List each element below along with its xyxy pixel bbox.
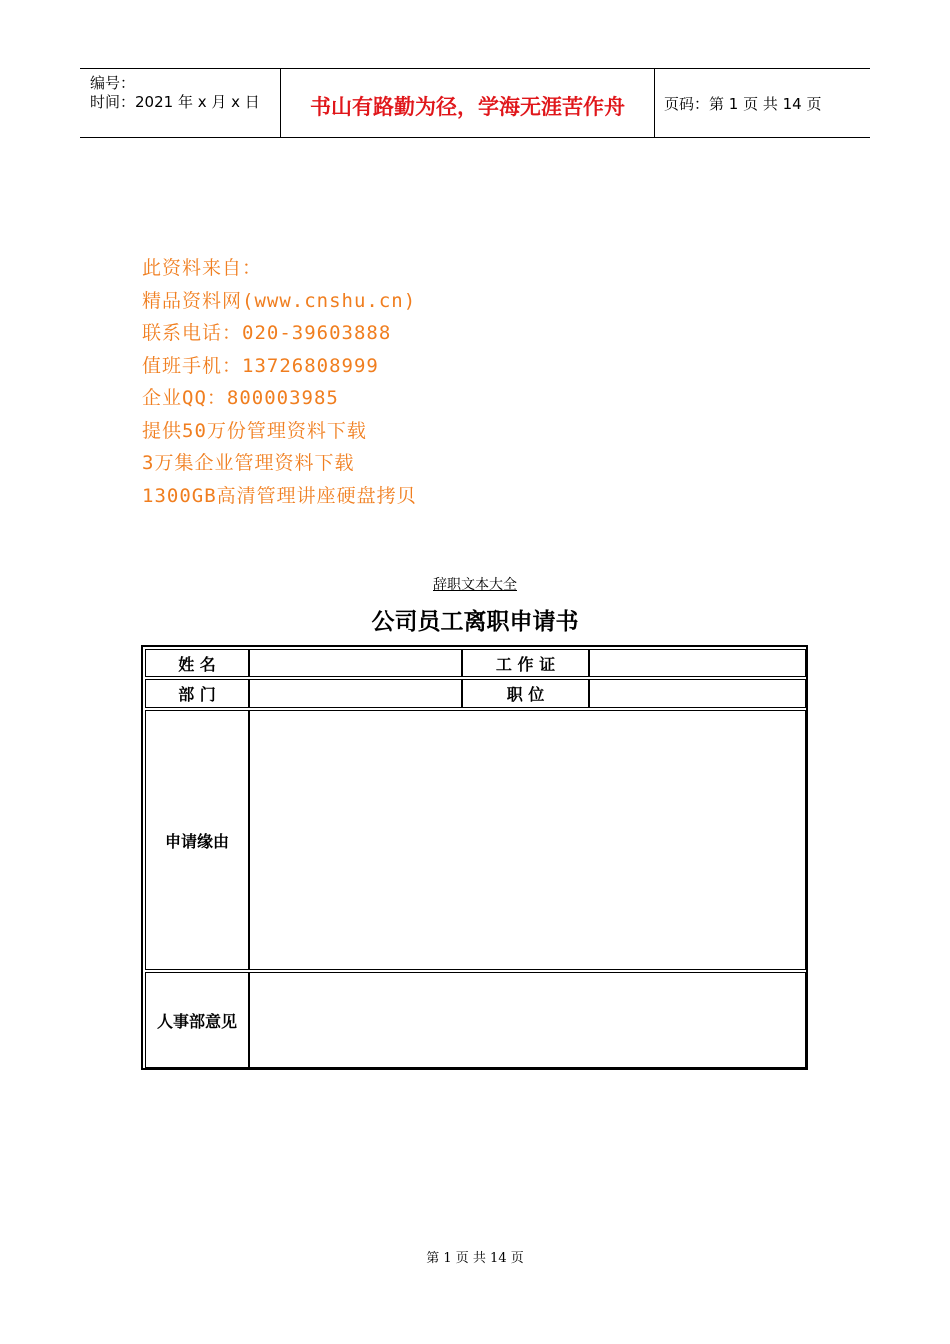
hr-opinion-field[interactable] xyxy=(249,972,806,1068)
promo-line: 提供50万份管理资料下载 xyxy=(142,419,367,442)
badge-field[interactable] xyxy=(589,649,806,677)
promo-line: 此资料来自： xyxy=(142,257,263,279)
promo-line: 联系电话：020-39603888 xyxy=(142,322,392,344)
header-page-cell xyxy=(654,69,870,137)
position-label: 职 位 xyxy=(462,679,589,708)
name-field[interactable] xyxy=(249,649,462,677)
badge-label: 工 作 证 xyxy=(462,649,589,677)
resignation-form xyxy=(141,645,808,1070)
document-subtitle: 辞职文本大全 xyxy=(433,577,517,593)
document-date: 时间：2021 年 x 月 x 日 xyxy=(90,93,260,111)
promo-line: 1300GB高清管理讲座硬盘拷贝 xyxy=(142,484,417,507)
promo-line: 3万集企业管理资料下载 xyxy=(142,452,355,474)
position-field[interactable] xyxy=(589,679,806,708)
promo-line: 精品资料网(www.cnshu.cn) xyxy=(142,289,417,312)
header-page-code: 页码：第 1 页 共 14 页 xyxy=(664,95,822,113)
header-motto: 书山有路勤为径，学海无涯苦作舟 xyxy=(310,94,625,119)
reason-label: 申请缘由 xyxy=(145,710,249,970)
name-label: 姓 名 xyxy=(145,649,249,677)
hr-opinion-label: 人事部意见 xyxy=(145,972,249,1068)
document-title: 公司员工离职申请书 xyxy=(371,608,579,635)
department-label: 部 门 xyxy=(145,679,249,708)
header-meta-cell xyxy=(80,69,280,137)
promo-line: 企业QQ：800003985 xyxy=(142,387,339,409)
department-field[interactable] xyxy=(249,679,462,708)
document-number-label: 编号： xyxy=(90,74,136,92)
document-header xyxy=(80,68,870,138)
promo-line: 值班手机：13726808999 xyxy=(142,354,379,377)
promo-block xyxy=(142,252,417,512)
reason-field[interactable] xyxy=(249,710,806,970)
header-motto-cell xyxy=(280,69,655,137)
page-footer: 第 1 页 共 14 页 xyxy=(426,1251,524,1266)
